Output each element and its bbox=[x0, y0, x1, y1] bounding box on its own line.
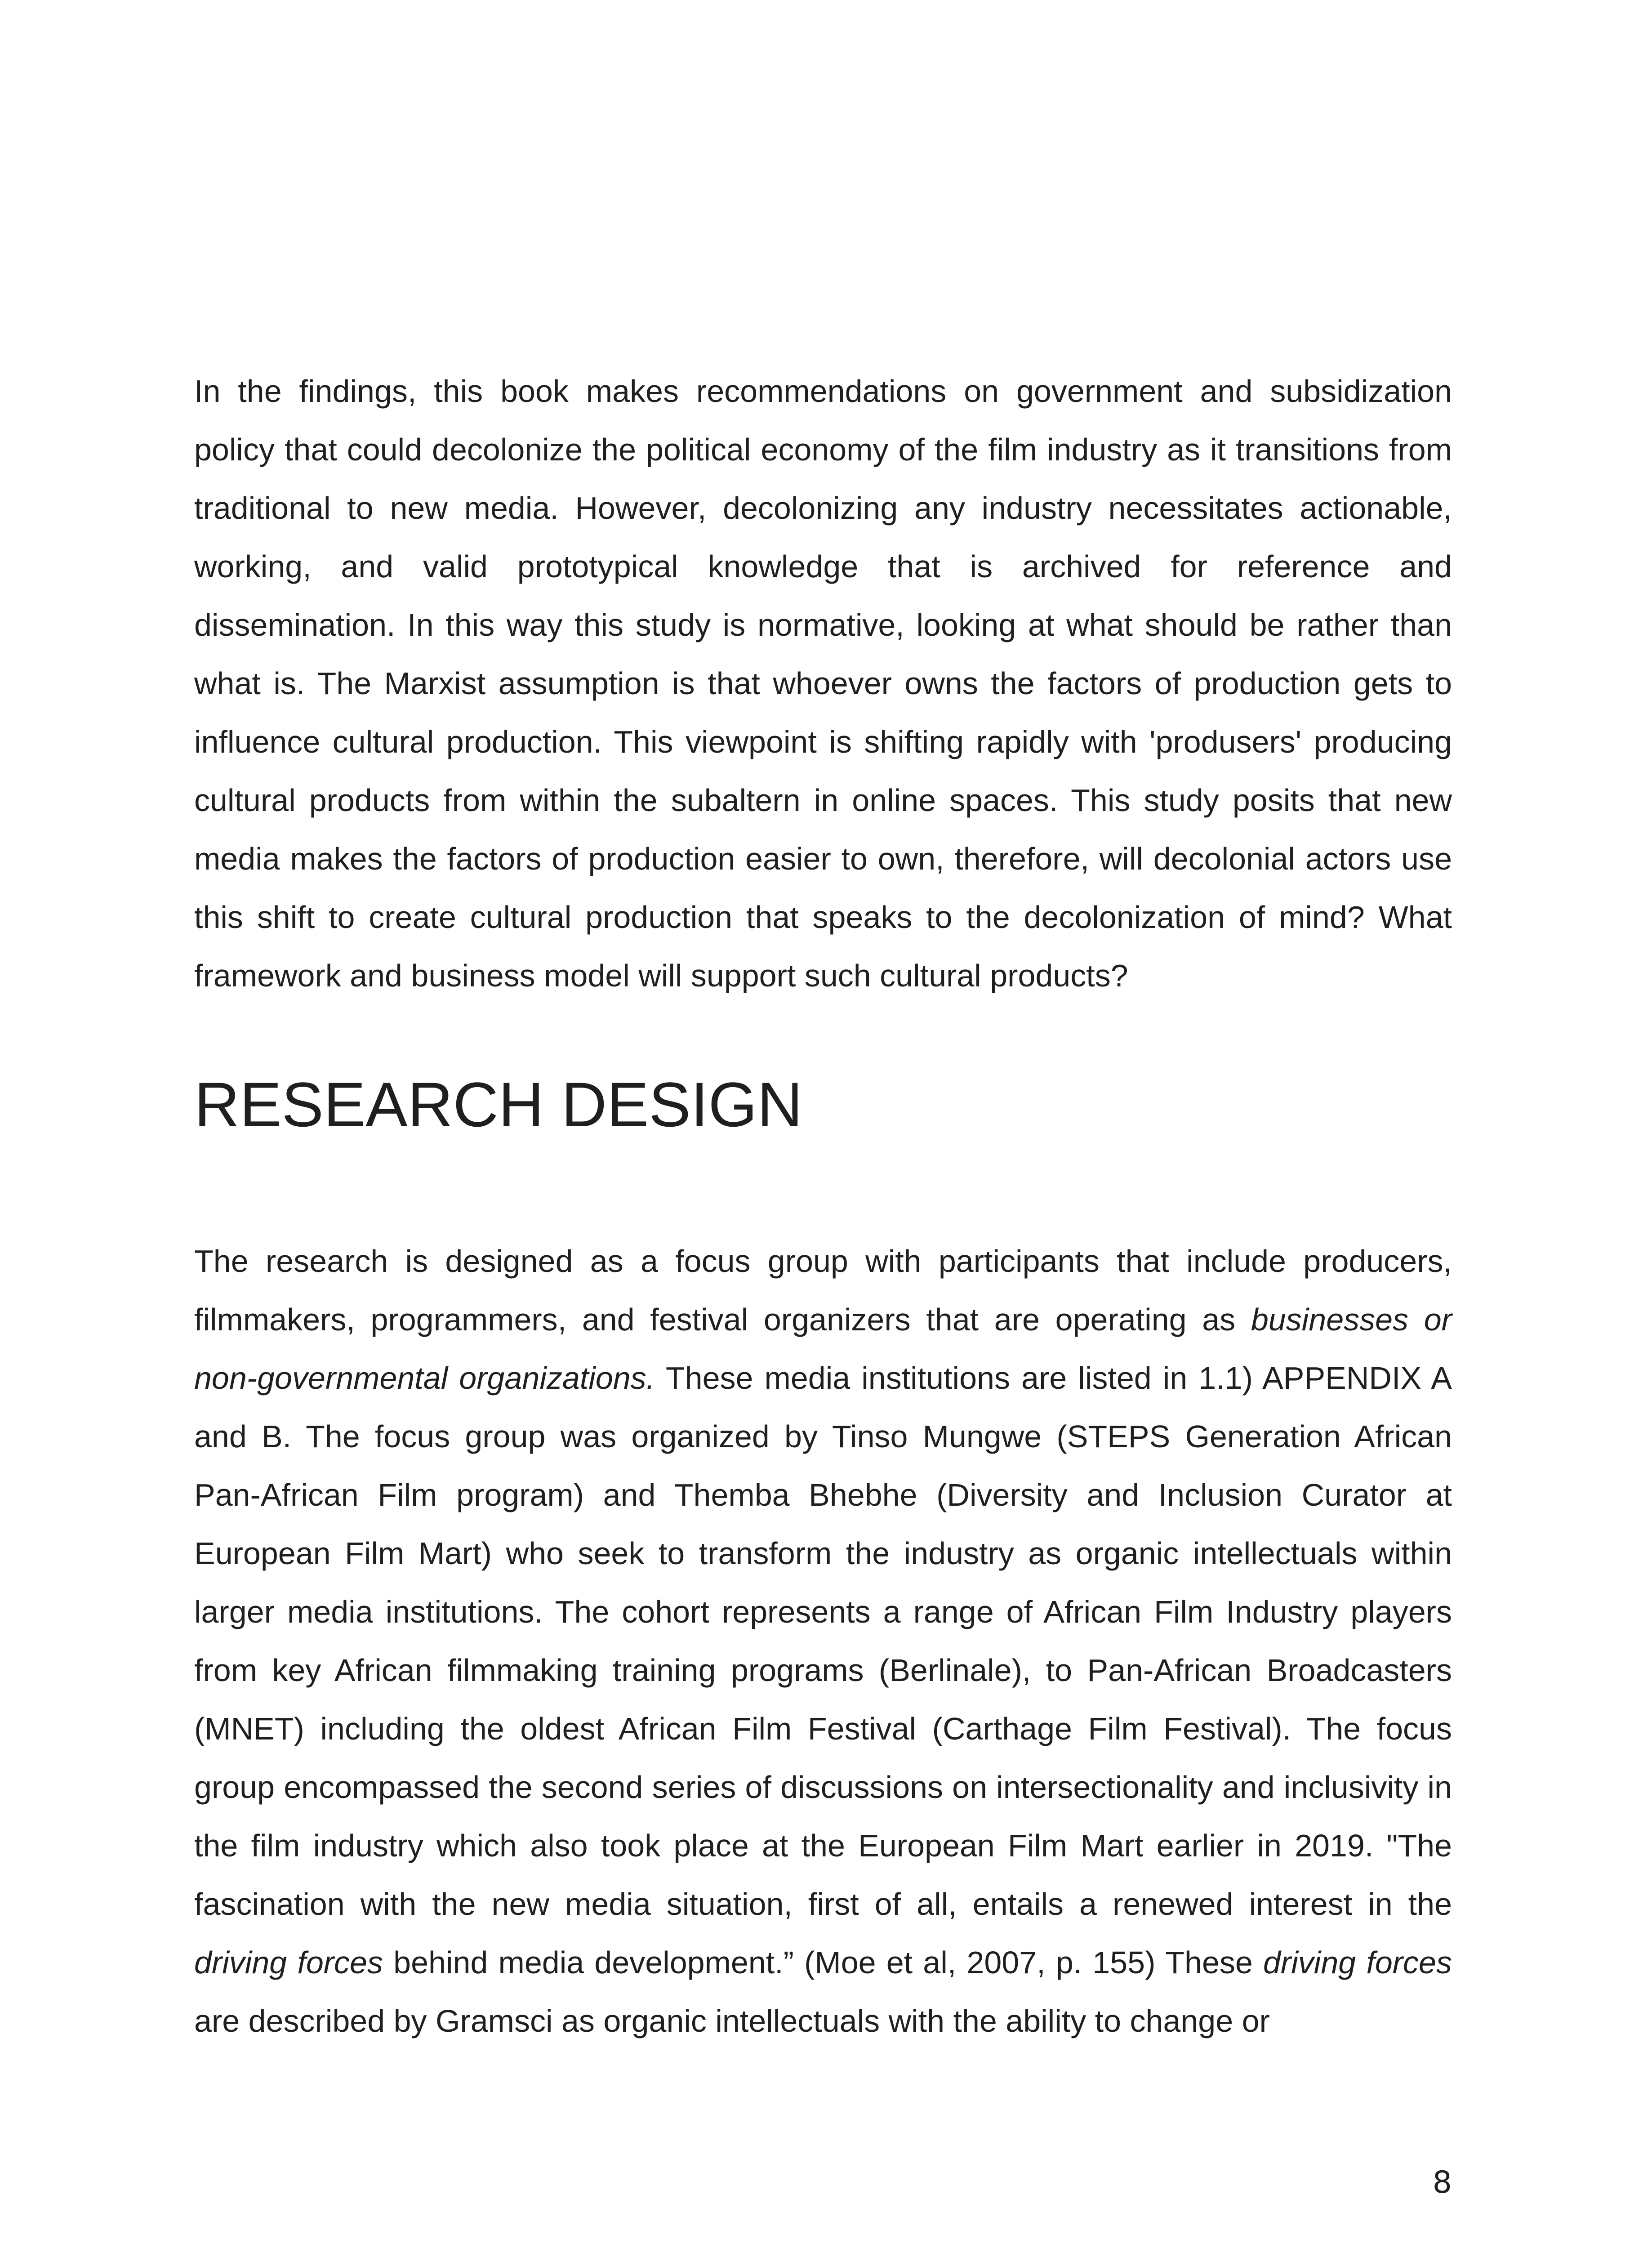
body-paragraph-research-design bbox=[194, 1232, 1452, 2050]
paragraph-text-segment: are described by Gramsci as organic intellectuals with the ability to change or bbox=[194, 2003, 1270, 2038]
section-heading: RESEARCH DESIGN bbox=[194, 1069, 803, 1140]
page-number: 8 bbox=[1432, 2165, 1452, 2200]
paragraph-text-segment: behind media development.” (Moe et al, 2007, p. 155) These bbox=[383, 1945, 1263, 1980]
body-paragraph-findings: In the findings, this book makes recommendations on government and subsidization policy that could decolonize the political economy of the film industry as it transitions from traditional to new media. However, decolonizing any industry necessitates actionable, working, and valid prototypical knowledge that is archived for reference and dissemination. In this way this study is normative, looking at what should be rather than what is. The Marxist assumption is that whoever owns the factors of production gets to influence cultural production. This viewpoint is shifting rapidly with 'produsers' producing cultural products from within the subaltern in online spaces. This study posits that new media makes the factors of production easier to own, therefore, will decolonial actors use this shift to create cultural production that speaks to the decolonization of mind? What framework and business model will support such cultural products? bbox=[194, 374, 1452, 993]
italic-phrase: driving forces bbox=[1263, 1945, 1452, 1980]
paragraph-text-segment: The research is designed as a focus group with participants that include producers, filmmakers, programmers, and festival organizers that are operating as bbox=[194, 1244, 1452, 1337]
italic-phrase: businesses or non-governmental organizations. bbox=[194, 1302, 1452, 1396]
italic-phrase: driving forces bbox=[194, 1945, 383, 1980]
paragraph-text-segment: These media institutions are listed in 1.1) APPENDIX A and B. The focus group was organized by Tinso Mungwe (STEPS Generation African Pan-African Film program) and Themba Bhebhe (Diversity and Inclusion Curator at European Film Mart) who seek to transform the industry as organic intellectuals within larger media institutions. The cohort represents a range of African Film Industry players from key African filmmaking training programs (Berlinale), to Pan-African Broadcasters (MNET) including the oldest African Film Festival (Carthage Film Festival). The focus group encompassed the second series of discussions on intersectionality and inclusivity in the film industry which also took place at the European Film Mart earlier in 2019. "The fascination with the new media situation, first of all, entails a renewed interest in the bbox=[194, 1360, 1452, 1922]
